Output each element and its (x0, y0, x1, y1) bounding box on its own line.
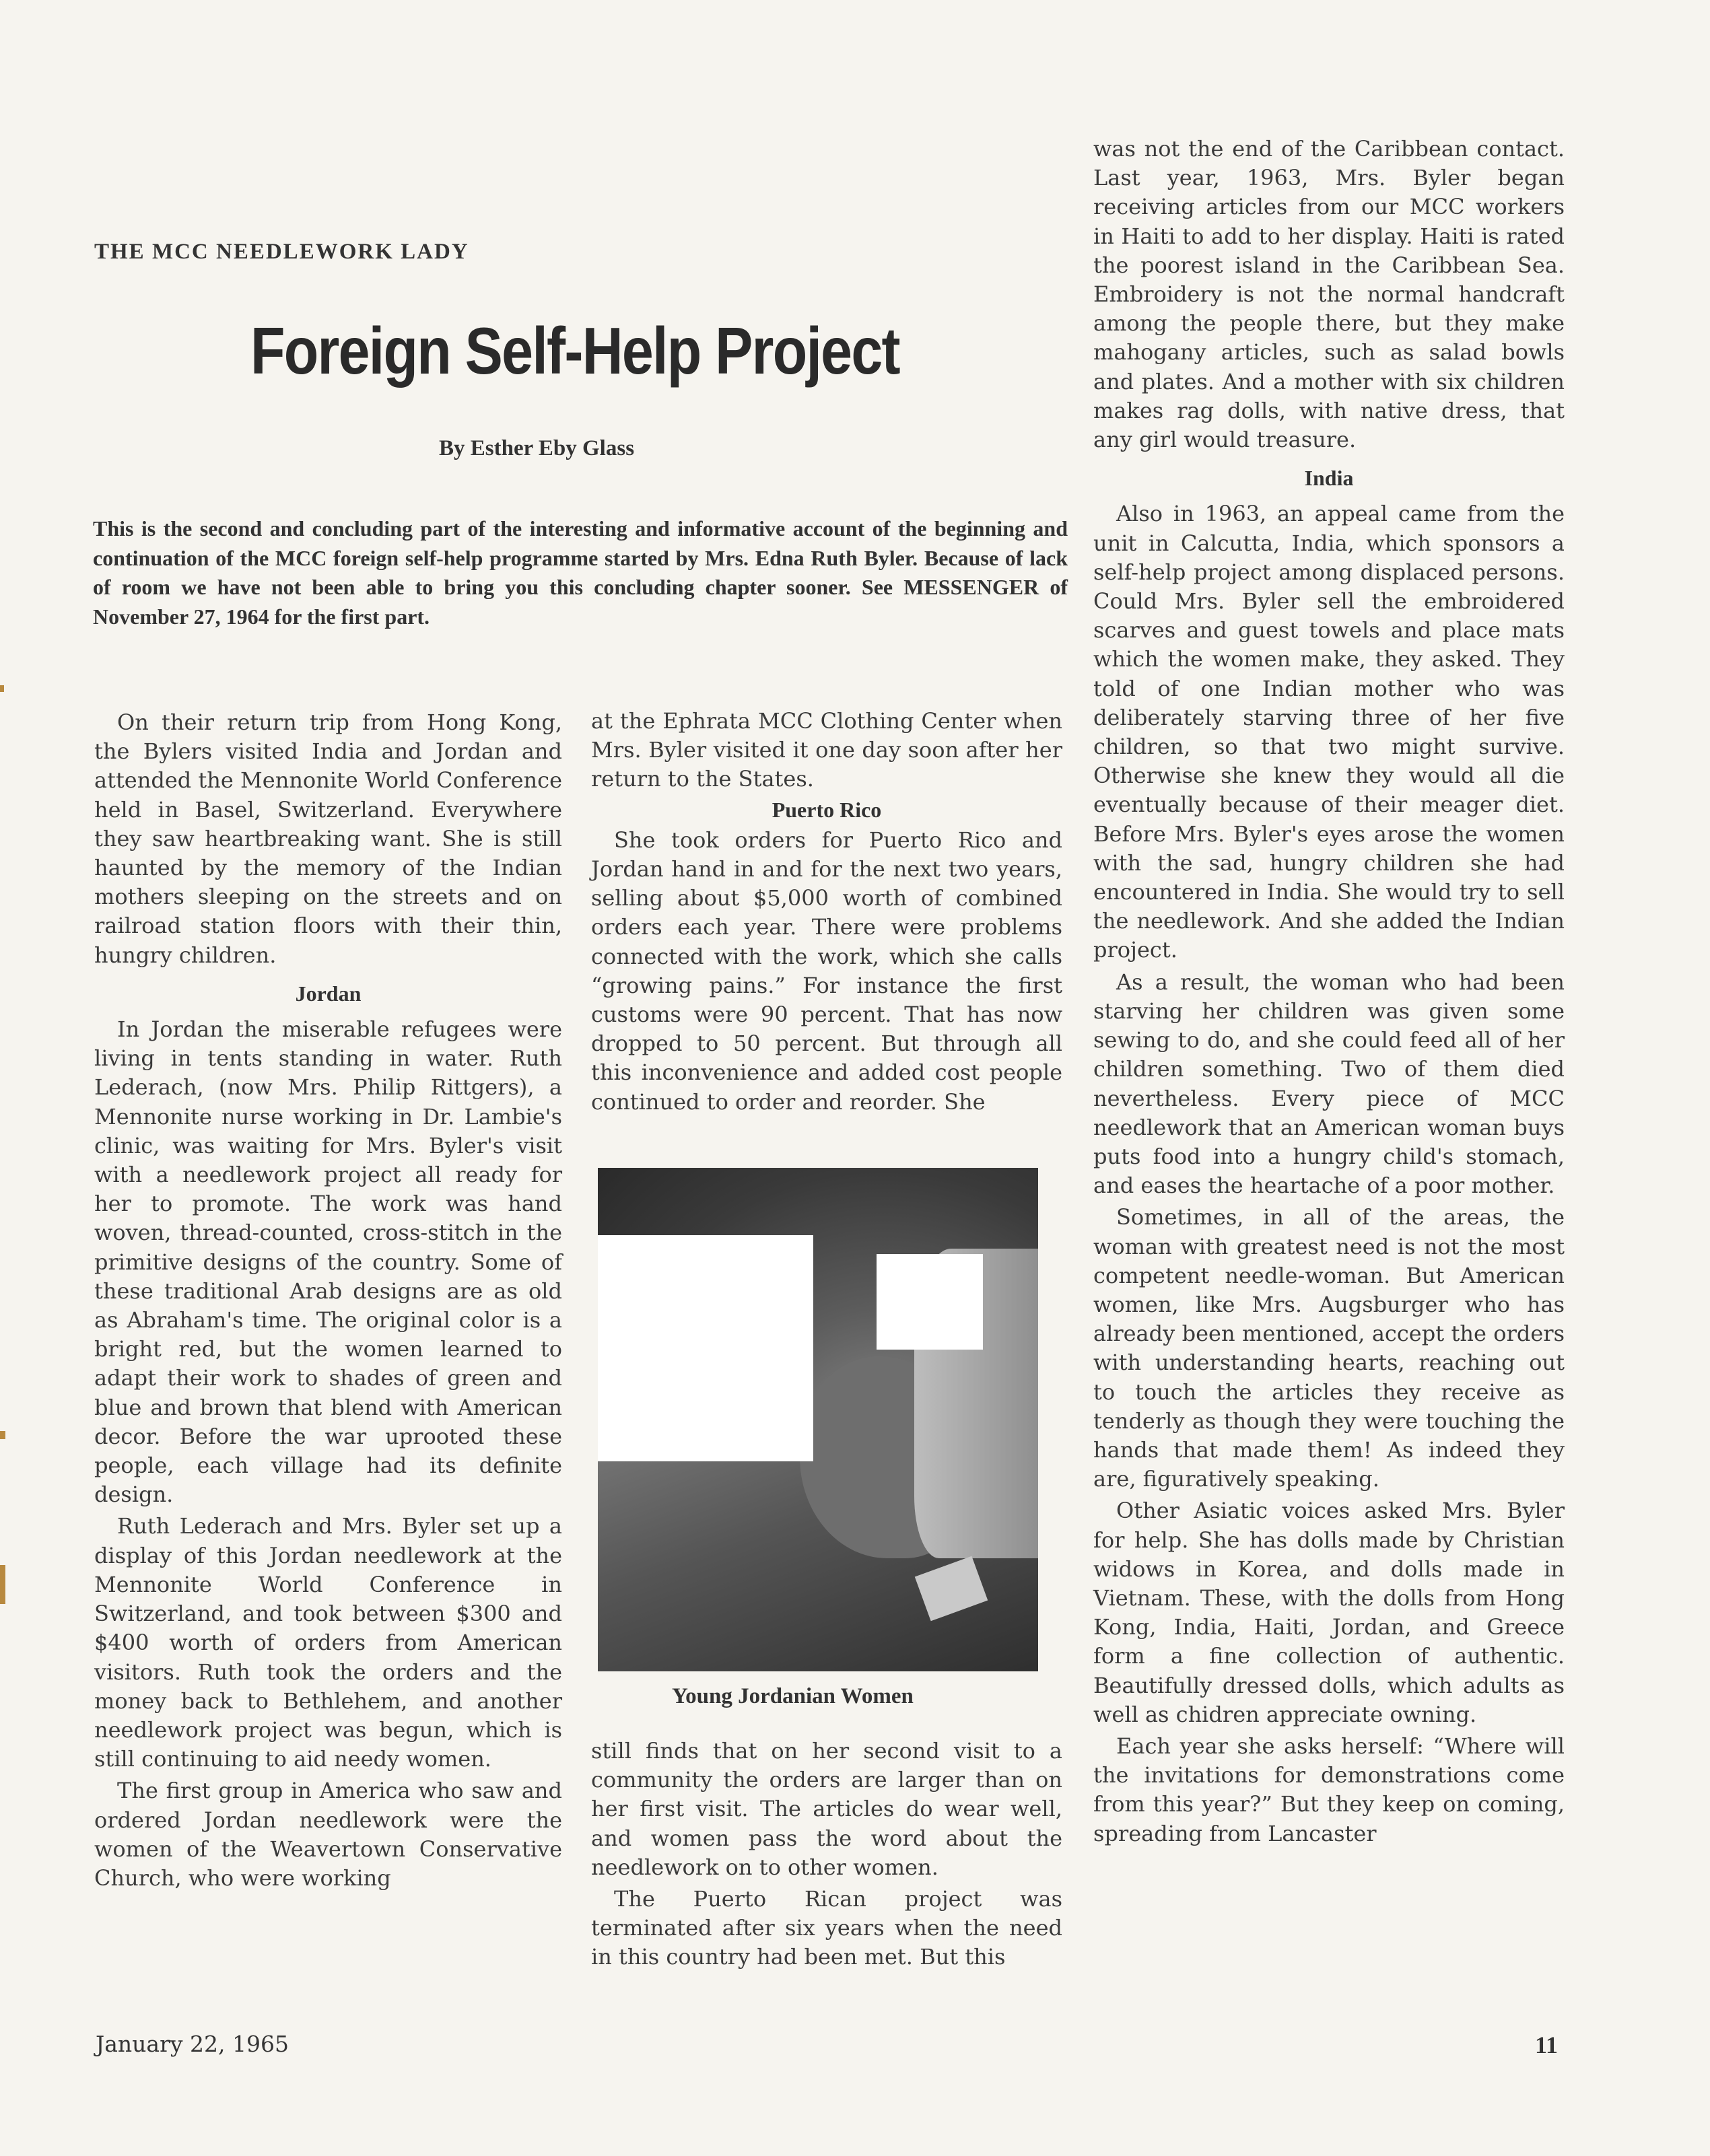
redaction-box (598, 1235, 813, 1461)
paragraph: She took orders for Puerto Rico and Jordan hand in and for the next two years, selling about $5,000 worth of combined orders each year. There were problems connected with the work, which she calls “growing pains.” For instance the first customs were 90 percent. That has now dropped to 50 percent. But through all this inconvenience and added cost people continued to order and reorder. She (591, 827, 1062, 1115)
paragraph: Ruth Lederach and Mrs. Byler set up a display of this Jordan needlework at the Mennonite World Conference in Switzerland, and took between $300 and $400 worth of orders from American visitors. Ruth took the orders and the money back to Bethlehem, and another needlework project was begun, which is still continuing to aid needy women. (94, 1513, 562, 1772)
photo-caption: Young Jordanian Women (672, 1684, 914, 1708)
paragraph: On their return trip from Hong Kong, the Bylers visited India and Jordan and attended the Mennonite World Conference held in Basel, Switzerland. Everywhere they saw heartbreaking want. She is still haunted by the memory of the Indian mothers sleeping on the streets and on railroad station floors with their thin, hungry children. (94, 709, 563, 968)
article-byline: By Esther Eby Glass (439, 436, 635, 460)
redaction-box (877, 1254, 983, 1350)
column-2-bottom (591, 1737, 1062, 1972)
column-1 (94, 708, 562, 1893)
issue-date: January 22, 1965 (96, 2031, 289, 2057)
paragraph: still finds that on her second visit to a community the orders are larger than on her first visit. The articles do wear well, and women pass the word about the needlework on to other women. (591, 1738, 1062, 1880)
paragraph: In Jordan the miserable refugees were living in tents standing in water. Ruth Lederach, (now Mrs. Philip Rittgers), a Mennonite nurse working in Dr. Lambie's clinic, was waiting for Mrs. Byler's visit with a needlework project all ready for her to promote. The work was hand woven, thread-counted, cross-stitch in the primitive designs of the country. Some of these traditional Arab designs are as old as Abraham's time. The original color is a bright red, but the women learned to adapt their work to shades of green and blue and brown that blend with American decor. Before the war uprooted these people, each village had its definite design. (94, 1016, 562, 1508)
section-heading-india: India (1304, 466, 1354, 491)
paragraph: at the Ephrata MCC Clothing Center when Mrs. Byler visited it one day soon after her return to the States. (591, 708, 1062, 792)
article-kicker: THE MCC NEEDLEWORK LADY (94, 240, 469, 264)
section-heading-puerto-rico: Puerto Rico (772, 797, 882, 822)
paragraph: The first group in America who saw and ordered Jordan needlework were the women of the Weavertown Conservative Church, who were working (94, 1778, 562, 1891)
column-2-top (591, 707, 1062, 1117)
binding-mark (0, 1431, 5, 1439)
photo-young-jordanian-women (598, 1168, 1038, 1671)
paragraph: was not the end of the Caribbean contact. Last year, 1963, Mrs. Byler began receiving articles from our MCC workers in Haiti to add to her display. Haiti is rated the poorest island in the Caribbean Sea. Embroidery is not the normal handcraft among the people there, but they make mahogany articles, such as salad bowls and plates. And a mother with six children makes rag dolls, with native dress, that any girl would treasure. (1093, 136, 1565, 453)
page-number: 11 (1535, 2031, 1559, 2058)
article-headline: Foreign Self-Help Project (250, 314, 899, 388)
article-intro: This is the second and concluding part of the interesting and informative account of the beginning and continuation of the MCC foreign self-help programme started by Mrs. Edna Ruth Byler. Because of lack of room we have not been able to bring you this concluding chapter sooner. See MESSENGER of November 27, 1964 for the first part. (93, 516, 1068, 629)
paragraph: Sometimes, in all of the areas, the woman with greatest need is not the most competent needle-woman. But American women, like Mrs. Augsburger who has already been mentioned, accept the orders with understanding hearts, reaching out to touch the articles they receive as tenderly as though they were touching the hands that made them! As indeed they are, figuratively speaking. (1093, 1204, 1565, 1492)
binding-mark (0, 1565, 5, 1604)
column-3 (1093, 135, 1565, 1848)
paragraph: Also in 1963, an appeal came from the unit in Calcutta, India, which sponsors a self-help project among displaced persons. Could Mrs. Byler sell the embroidered scarves and guest towels and place mats which the women make, they asked. They told of one Indian mother who was deliberately starving three of her five children, so that two might survive. Otherwise she knew they would all die eventually because of their meager diet. Before Mrs. Byler's eyes arose the women with the sad, hungry children she had encountered in India. She would try to sell the needlework. And she added the Indian project. (1093, 501, 1565, 963)
paragraph: Other Asiatic voices asked Mrs. Byler for help. She has dolls made by Christian widows in Korea, and dolls made in Vietnam. These, with the dolls from Hong Kong, India, Haiti, Jordan, and Greece form a fine collection of authentic. Beautifully dressed dolls, which adults as well as chidren appreciate owning. (1093, 1498, 1565, 1727)
binding-mark (0, 685, 4, 692)
paragraph: Each year she asks herself: “Where will the invitations for demonstrations come from this year?” But they keep on coming, spreading from Lancaster (1093, 1733, 1565, 1846)
paragraph: As a result, the woman who had been starving her children was given some sewing to do, and she could feed all of her children something. Two of them died nevertheless. Every piece of MCC needlework that an American woman buys puts food into a hungry child's stomach, and eases the heartache of a poor mother. (1093, 969, 1565, 1199)
section-heading-jordan: Jordan (295, 981, 362, 1006)
paragraph: The Puerto Rican project was terminated after six years when the need in this country had been met. But this (591, 1886, 1062, 1970)
